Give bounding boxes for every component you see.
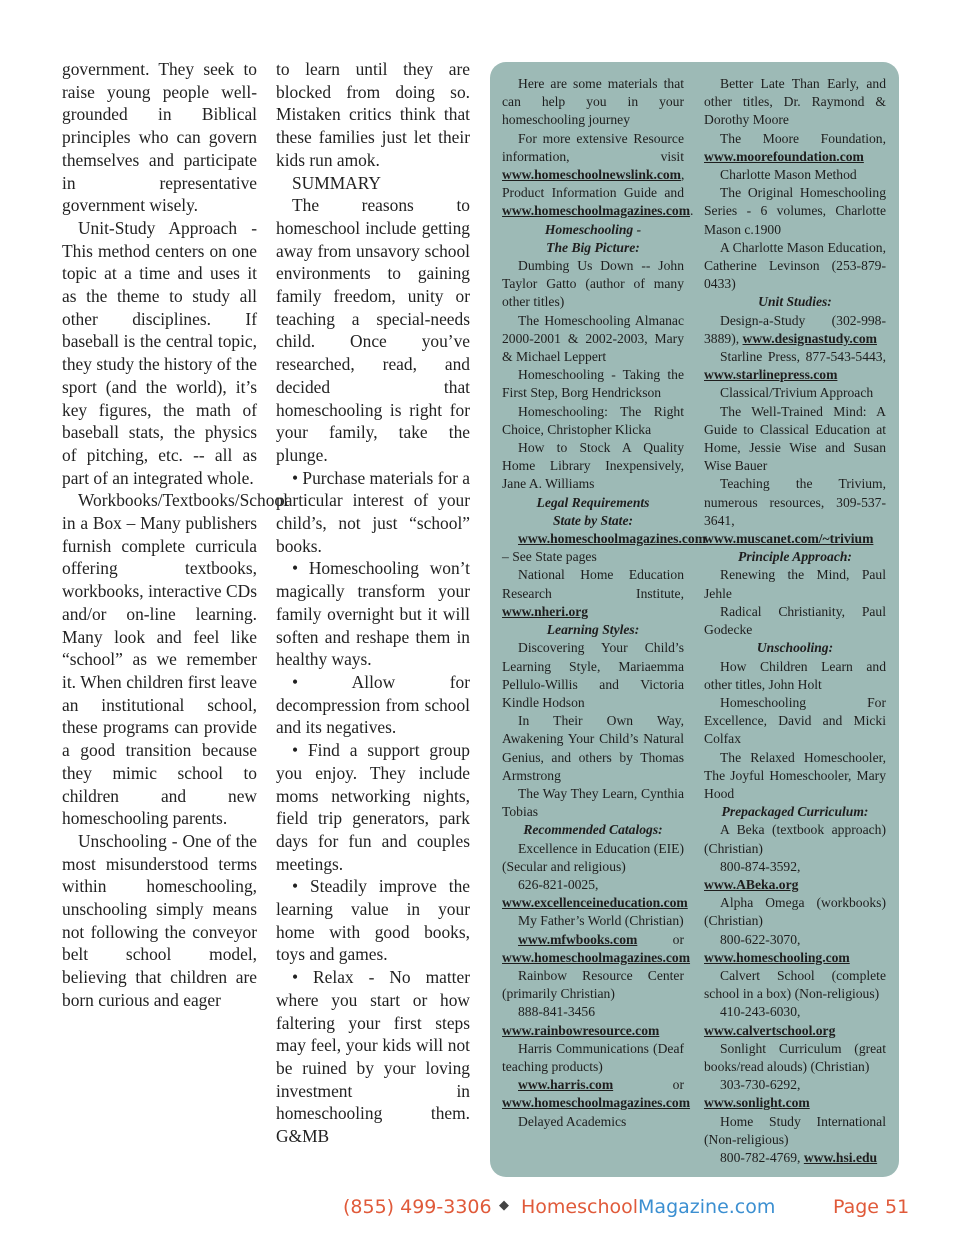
sidebar-column-left bbox=[502, 75, 707, 1131]
sidebar-entry bbox=[704, 1003, 886, 1039]
sidebar-text: Here are some materials that can help you in your homeschooling journey bbox=[502, 76, 684, 128]
sidebar-entry bbox=[502, 257, 684, 312]
article-paragraph: • Steadily improve the learning value in your home with good books, toys and games. bbox=[276, 876, 470, 965]
sidebar-entry bbox=[502, 403, 684, 439]
sidebar-entry bbox=[502, 530, 707, 566]
sidebar-entry bbox=[704, 603, 886, 639]
sidebar-text: 888-841-3456 bbox=[518, 1004, 596, 1020]
sidebar-entry bbox=[704, 967, 886, 1003]
sidebar-entry bbox=[704, 1149, 886, 1167]
sidebar-text: Home Study International (Non-religious) bbox=[704, 1113, 886, 1147]
diamond-icon: ◆ bbox=[499, 1198, 509, 1213]
article-paragraph: Workbooks/Textbooks/School in a Box – Many publishers furnish complete curricula offering textbooks, workbooks, interactive CDs and/or on-line learning. Many look and feel like “school” as we remember it. When children first leave an institutional school, these programs can provide a good transition because they mimic school to children and new homeschooling parents. bbox=[62, 490, 288, 829]
resource-link[interactable]: www.starlinepress.com bbox=[704, 367, 838, 383]
sidebar-text: For more extensive Resource information, visit bbox=[502, 130, 684, 164]
article-paragraph: • Relax - No matter where you start or how faltering your first steps may feel, your kids will not be ruined by your loving investment in homeschooling them. G&MB bbox=[276, 967, 470, 1147]
sidebar-text: A Beka (textbook approach) (Christian) bbox=[704, 822, 886, 856]
article-paragraph: SUMMARY bbox=[292, 172, 381, 193]
sidebar-entry bbox=[502, 840, 684, 876]
sidebar-heading: Unit Studies: bbox=[758, 294, 832, 310]
sidebar-entry bbox=[704, 384, 886, 402]
sidebar-text: Classical/Trivium Approach bbox=[720, 385, 874, 401]
footer-site-part1: Homeschool bbox=[521, 1196, 639, 1218]
sidebar-entry bbox=[502, 75, 684, 130]
resource-link[interactable]: www.sonlight.com bbox=[704, 1095, 810, 1111]
sidebar-heading: State by State: bbox=[552, 512, 634, 528]
resource-link[interactable]: www.homeschoolmagazines.com bbox=[502, 1095, 691, 1111]
sidebar-entry bbox=[704, 475, 886, 548]
sidebar-entry bbox=[502, 1113, 684, 1131]
sidebar-entry bbox=[502, 876, 688, 912]
sidebar-entry bbox=[704, 658, 886, 694]
resource-link[interactable]: www.homeschooling.com bbox=[704, 949, 850, 965]
page-number: Page 51 bbox=[833, 1196, 910, 1218]
sidebar-entry bbox=[704, 1113, 886, 1149]
sidebar-text: Radical Christianity, Paul Godecke bbox=[704, 603, 886, 638]
sidebar-text: Homeschooling - Taking the First Step, Borg Hendrickson bbox=[502, 367, 684, 401]
resource-link[interactable]: www.excellenceineducation.com bbox=[502, 895, 688, 911]
sidebar-entry bbox=[704, 1040, 886, 1076]
sidebar-text: 800-874-3592, bbox=[720, 858, 801, 874]
sidebar-entry bbox=[704, 130, 886, 166]
article-paragraph: • Allow for decompression from school and its negatives. bbox=[276, 671, 470, 738]
sidebar-entry bbox=[704, 749, 886, 804]
sidebar-heading: Legal Requirements bbox=[536, 494, 650, 510]
sidebar-text: National Home Education Research Institute, bbox=[502, 567, 684, 601]
resource-link[interactable]: www.rainbowresource.com bbox=[502, 1022, 660, 1038]
sidebar-text: The Way They Learn, Cynthia Tobias bbox=[502, 785, 684, 820]
sidebar-text: or bbox=[637, 931, 684, 947]
sidebar-text: Design-a-Study (302-998-3889), bbox=[704, 312, 886, 346]
sidebar-text: Renewing the Mind, Paul Jehle bbox=[704, 567, 886, 601]
article-column-left bbox=[62, 58, 288, 1012]
article-paragraph: The reasons to homeschool include getting away from unsavory school environments to gaining family freedom, unity or teaching a special-needs child. Once you’ve researched, read, and decided that homeschooling is right for your family, take the plunge. bbox=[276, 195, 470, 465]
resource-link[interactable]: www.muscanet.com/~trivium bbox=[704, 531, 874, 547]
sidebar-text: Homeschooling: The Right Choice, Christopher Klicka bbox=[502, 403, 684, 437]
article-column-right bbox=[276, 58, 470, 1148]
sidebar-entry bbox=[704, 1076, 886, 1112]
sidebar-text: The Well-Trained Mind: A Guide to Classical Education at Home, Jessie Wise and Susan Wise Bauer bbox=[704, 403, 886, 474]
sidebar-text: Delayed Academics bbox=[518, 1113, 627, 1129]
sidebar-text: , Product Information Guide and bbox=[502, 167, 685, 201]
resource-link[interactable]: www.designastudy.com bbox=[742, 330, 877, 346]
sidebar-entry bbox=[704, 931, 886, 967]
resource-link[interactable]: www.homeschoolnewslink.com bbox=[502, 167, 681, 183]
resource-link[interactable]: www.homeschoolmagazines.com bbox=[518, 531, 707, 547]
sidebar-text: Sonlight Curriculum (great books/read alouds) (Christian) bbox=[704, 1040, 886, 1074]
sidebar-text: Harris Communications (Deaf teaching products) bbox=[502, 1040, 684, 1074]
sidebar-text: Dumbing Us Down -- John Taylor Gatto (author of many other titles) bbox=[502, 258, 684, 310]
sidebar-entry bbox=[704, 348, 886, 384]
sidebar-heading: Learning Styles: bbox=[546, 622, 640, 638]
sidebar-heading: Prepackaged Curriculum: bbox=[721, 804, 869, 820]
article-paragraph: • Purchase materials for a particular interest of your child’s, not just “school” books. bbox=[276, 467, 470, 556]
sidebar-entry bbox=[704, 312, 886, 348]
sidebar-text: 303-730-6292, bbox=[720, 1077, 801, 1093]
sidebar-text: The Original Homeschooling Series - 6 volumes, Charlotte Mason c.1900 bbox=[704, 185, 886, 237]
sidebar-text: How to Stock A Quality Home Library Inexpensively, Jane A. Williams bbox=[502, 440, 684, 492]
sidebar-heading: Recommended Catalogs: bbox=[523, 822, 663, 838]
sidebar-text: Better Late Than Early, and other titles, Dr. Raymond & Dorothy Moore bbox=[704, 76, 886, 128]
sidebar-text: My Father’s World (Christian) bbox=[518, 913, 684, 929]
sidebar-text: . bbox=[690, 203, 694, 219]
sidebar-text: Teaching the Trivium, numerous resources, 309-537-3641, bbox=[704, 476, 886, 528]
sidebar-entry bbox=[502, 1040, 684, 1076]
sidebar-entry bbox=[704, 694, 886, 749]
sidebar-text: In Their Own Way, Awakening Your Child’s Natural Genius, and others by Thomas Armstrong bbox=[502, 713, 684, 783]
sidebar-heading: Unschooling: bbox=[756, 640, 834, 656]
resource-link[interactable]: www.calvertschool.org bbox=[704, 1022, 836, 1038]
sidebar-text: Starline Press, 877-543-5443, bbox=[720, 349, 886, 365]
sidebar-entry bbox=[704, 403, 886, 476]
resource-link[interactable]: www.harris.com bbox=[518, 1077, 614, 1093]
article-paragraph: government. They seek to raise young people well-grounded in Biblical principles who can govern themselves and participate in representative government wisely. bbox=[62, 59, 257, 216]
sidebar-entry bbox=[704, 858, 886, 894]
sidebar-heading: Homeschooling - bbox=[544, 221, 642, 237]
sidebar-entry bbox=[704, 239, 886, 294]
article-paragraph: • Find a support group you enjoy. They include moms networking nights, field trip generators, park days for fun and couples meetings. bbox=[276, 740, 470, 874]
sidebar-text: Discovering Your Child’s Learning Style, Mariaemma Pellulo-Willis and Victoria Kindle Hodson bbox=[502, 640, 684, 710]
sidebar-text: – See State pages bbox=[502, 549, 597, 565]
sidebar-text: or bbox=[613, 1077, 684, 1093]
sidebar-entry bbox=[502, 130, 694, 221]
sidebar-entry bbox=[502, 639, 684, 712]
sidebar-heading: The Big Picture: bbox=[546, 239, 640, 255]
article-paragraph: Unit-Study Approach - This method centers on one topic at a time and uses it as the theme to study all other disciplines. If baseball is the central topic, they study the history of the sport (and the world), it’s key figures, the math of baseball stats, the physics of pitching, etc. -- all as part of an integrated whole. bbox=[62, 217, 257, 488]
resource-link[interactable]: www.homeschoolmagazines.com bbox=[502, 949, 691, 965]
sidebar-entry bbox=[502, 566, 684, 621]
resource-link[interactable]: www.hsi.edu bbox=[803, 1149, 878, 1165]
resource-link[interactable]: www.nheri.org bbox=[502, 603, 589, 619]
sidebar-entry bbox=[502, 1003, 684, 1039]
sidebar-text: 800-622-3070, bbox=[720, 931, 801, 947]
sidebar-column-right bbox=[704, 75, 886, 1167]
article-paragraph: to learn until they are blocked from doing so. Mistaken critics think that these families just let their kids run amok. bbox=[276, 59, 470, 170]
sidebar-entry bbox=[502, 785, 684, 821]
sidebar-entry bbox=[704, 566, 886, 602]
sidebar-text: The Relaxed Homeschooler, The Joyful Homeschooler, Mary Hood bbox=[704, 749, 886, 801]
sidebar-entry bbox=[704, 184, 886, 239]
sidebar-entry bbox=[502, 712, 684, 785]
footer-phone: (855) 499-3306 bbox=[343, 1196, 492, 1218]
sidebar-text: Calvert School (complete school in a box) (Non-religious) bbox=[704, 967, 886, 1002]
sidebar-entry bbox=[502, 912, 684, 930]
sidebar-text: Charlotte Mason Method bbox=[720, 167, 857, 183]
sidebar-entry bbox=[502, 967, 684, 1003]
page-footer bbox=[0, 1196, 960, 1224]
resource-link[interactable]: www.moorefoundation.com bbox=[704, 148, 864, 164]
sidebar-text: Alpha Omega (workbooks) (Christian) bbox=[704, 895, 886, 929]
sidebar-entry bbox=[502, 439, 684, 494]
sidebar-text: Homeschooling For Excellence, David and Micki Colfax bbox=[704, 694, 886, 747]
sidebar-text: How Children Learn and other titles, John Holt bbox=[704, 658, 886, 692]
sidebar-entry bbox=[704, 894, 886, 930]
sidebar-heading: Principle Approach: bbox=[738, 549, 852, 565]
footer-site-link[interactable] bbox=[521, 1196, 775, 1218]
sidebar-entry bbox=[502, 931, 691, 967]
sidebar-entry bbox=[704, 166, 886, 184]
resource-link[interactable]: www.ABeka.org bbox=[704, 876, 799, 892]
footer-site-part2: Magazine.com bbox=[638, 1196, 776, 1218]
resource-sidebar bbox=[490, 62, 899, 1177]
sidebar-entry bbox=[502, 1076, 691, 1112]
sidebar-text: 410-243-6030, bbox=[720, 1004, 801, 1020]
sidebar-text: The Homeschooling Almanac 2000-2001 & 2002-2003, Mary & Michael Leppert bbox=[502, 312, 684, 365]
sidebar-text: The Moore Foundation, bbox=[720, 130, 886, 146]
sidebar-text: Rainbow Resource Center (primarily Christian) bbox=[502, 967, 684, 1002]
resource-link[interactable]: www.homeschoolmagazines.com bbox=[502, 203, 691, 219]
sidebar-entry bbox=[502, 366, 684, 402]
article-paragraph: Unschooling - One of the most misunderstood terms within homeschooling, unschooling simply means not following the conveyor belt school model, believing that children are born curious and eager bbox=[62, 830, 257, 1010]
sidebar-entry bbox=[704, 75, 886, 130]
resource-link[interactable]: www.mfwbooks.com bbox=[518, 931, 638, 947]
sidebar-entry bbox=[502, 312, 684, 367]
sidebar-text: 800-782-4769, bbox=[720, 1149, 804, 1165]
sidebar-text: 626-821-0025, bbox=[518, 876, 599, 892]
sidebar-entry bbox=[704, 821, 886, 857]
article-paragraph: • Homeschooling won’t magically transform your family overnight but it will soften and reshape them in healthy ways. bbox=[276, 558, 470, 670]
sidebar-text: Excellence in Education (EIE) (Secular and religious) bbox=[502, 840, 684, 874]
sidebar-text: A Charlotte Mason Education, Catherine Levinson (253-879-0433) bbox=[704, 239, 886, 292]
